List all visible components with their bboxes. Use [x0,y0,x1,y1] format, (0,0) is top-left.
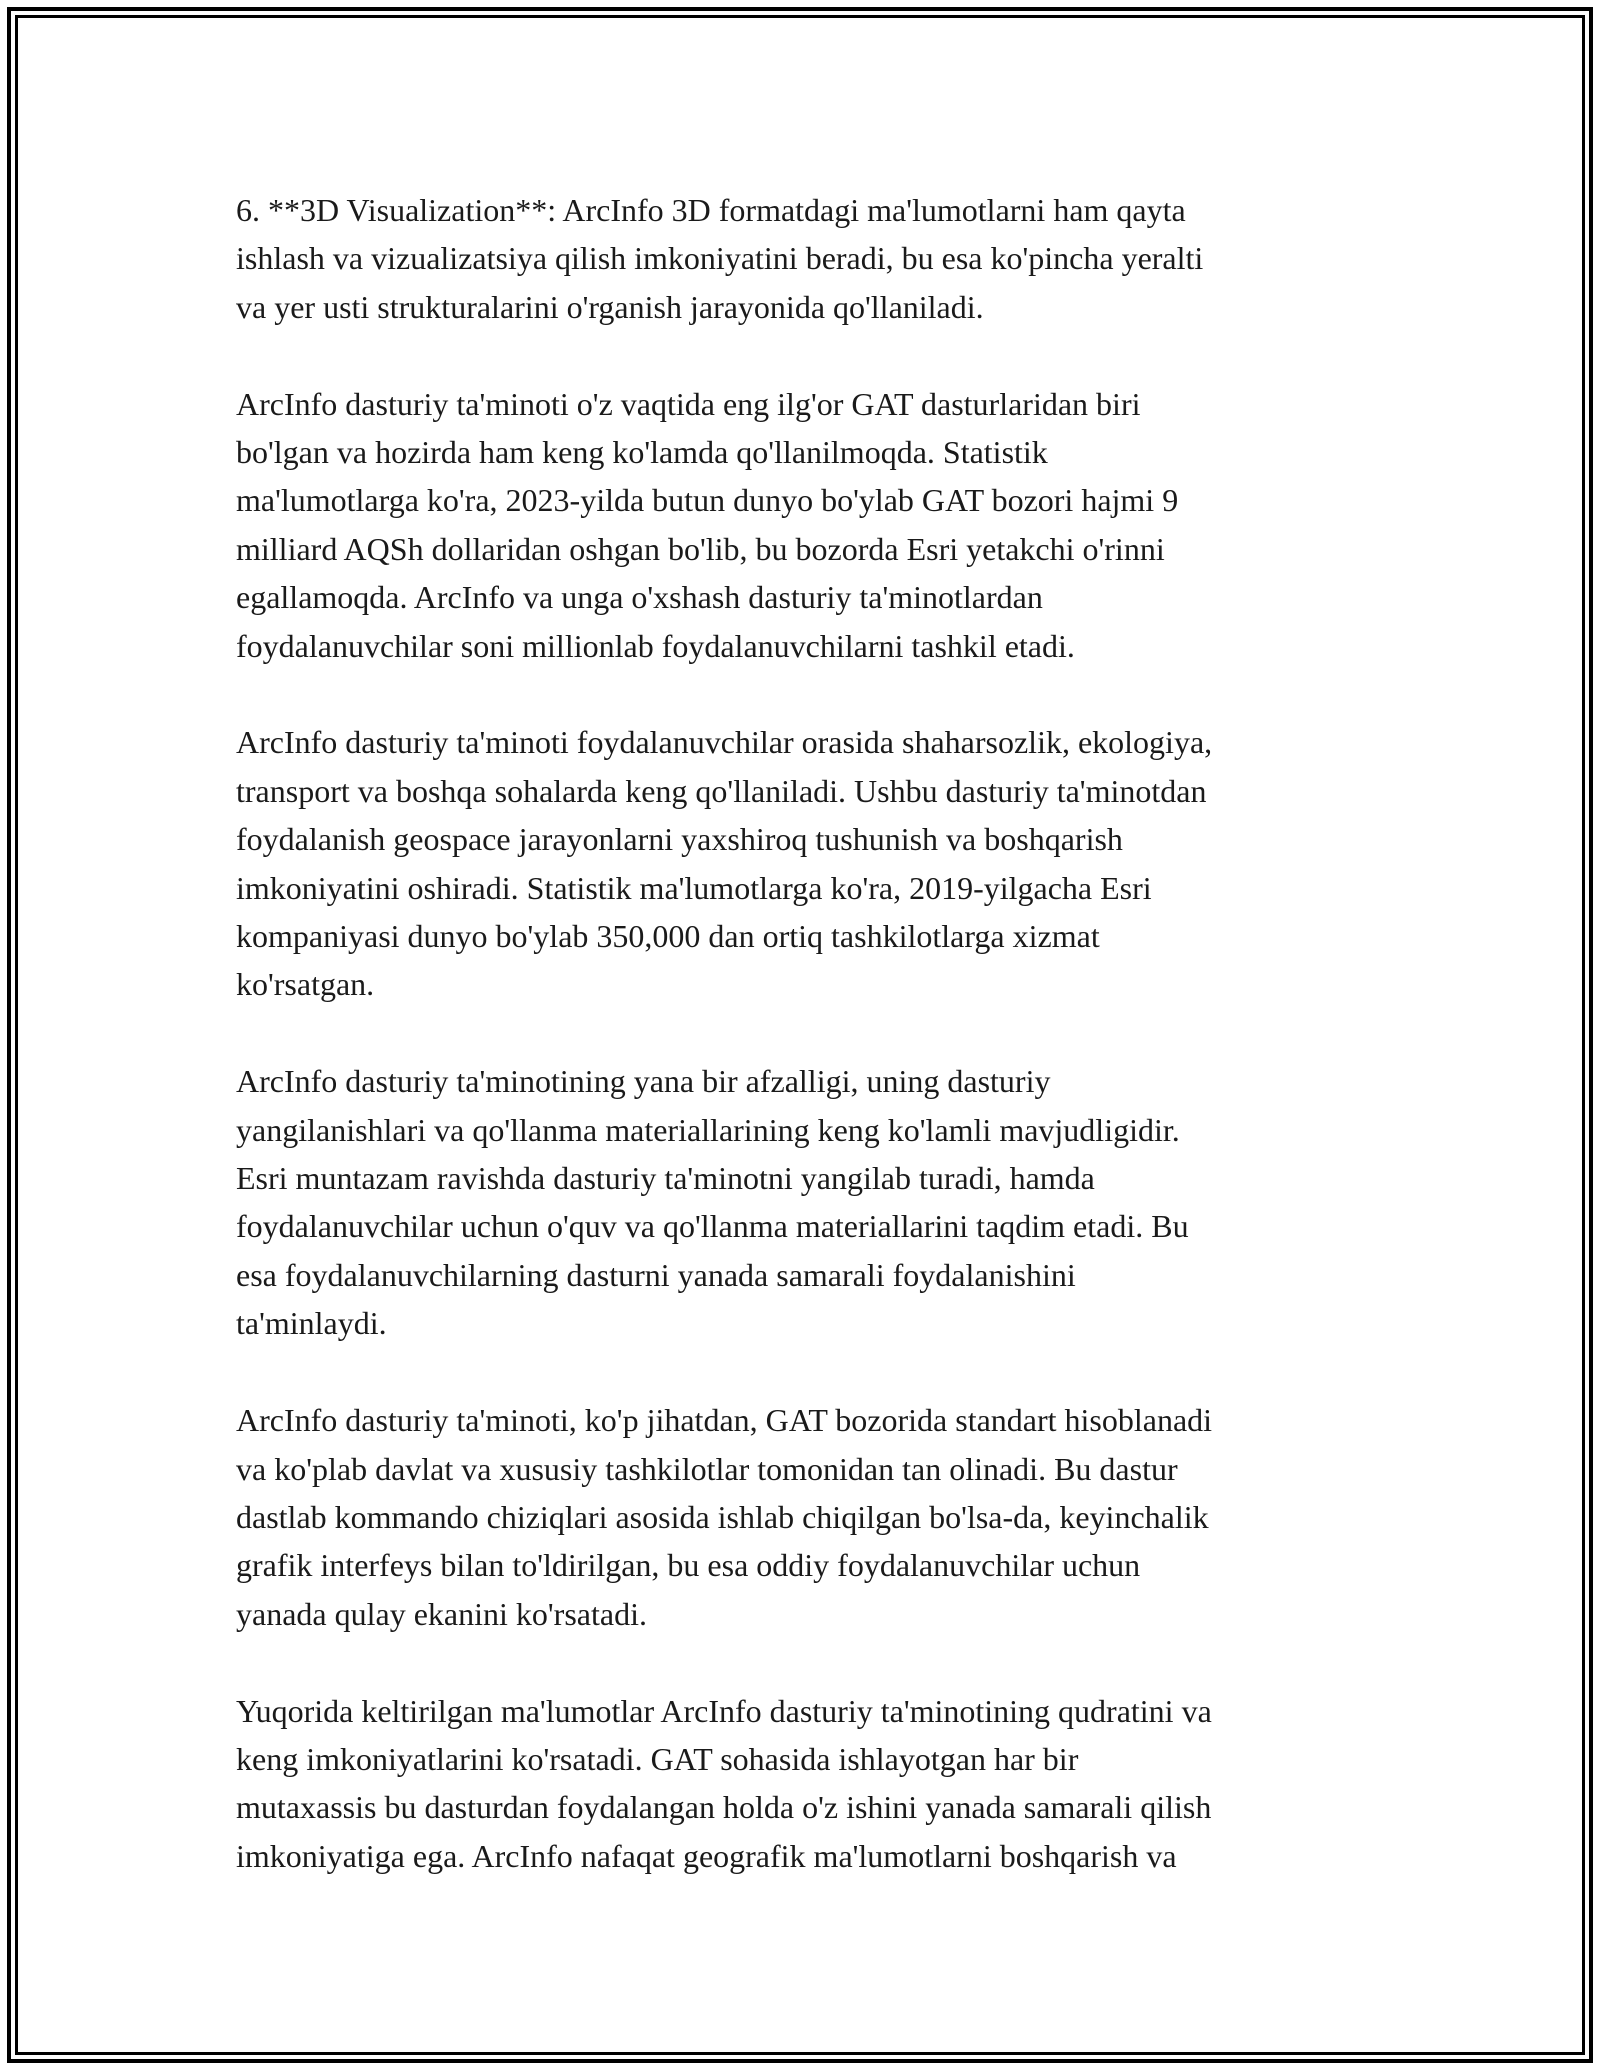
paragraph-arcinfo-updates: ArcInfo dasturiy ta'minotining yana bir afzalligi, uning dasturiy yangilanishlari va qo'llanma materiallarining keng ko'lamli mavjudligidir. Esri muntazam ravishda dasturiy ta'minotni yangilab turadi, hamda foydalanuvchilar uchun o'quv va qo'llanma materiallarini taqdim etadi. Bu esa foydalanuvchilarning dasturni yanada samarali foydalanishini ta'minlaydi. [236,1063,1189,1342]
paragraph-3d-visualization: 6. **3D Visualization**: ArcInfo 3D formatdagi ma'lumotlarni ham qayta ishlash va vizualizatsiya qilish imkoniyatini beradi, bu esa ko'pincha yeralti va yer usti strukturalarini o'rganish jarayonida qo'llaniladi. [236,192,1204,325]
paragraph-arcinfo-standard: ArcInfo dasturiy ta'minoti, ko'p jihatdan, GAT bozorida standart hisoblanadi va ko'plab davlat va xususiy tashkilotlar tomonidan tan olinadi. Bu dastur dastlab kommando chiziqlari asosida ishlab chiqilgan bo'lsa-da, keyinchalik grafik interfeys bilan to'ldirilgan, bu esa oddiy foydalanuvchilar uchun yanada qulay ekanini ko'rsatadi. [236,1402,1213,1632]
paragraph-arcinfo-market: ArcInfo dasturiy ta'minoti o'z vaqtida eng ilg'or GAT dasturlaridan biri bo'lgan va hozirda ham keng ko'lamda qo'llanilmoqda. Statistik ma'lumotlarga ko'ra, 2023-yilda butun dunyo bo'ylab GAT bozori hajmi 9 milliard AQSh dollaridan oshgan bo'lib, bu bozorda Esri yetakchi o'rinni egallamoqda. ArcInfo va unga o'xshash dasturiy ta'minotlardan foydalanuvchilar soni millionlab foydalanuvchilarni tashkil etadi. [236,385,1179,664]
paragraph-arcinfo-summary: Yuqorida keltirilgan ma'lumotlar ArcInfo dasturiy ta'minotining qudratini va keng imkoniyatlarini ko'rsatadi. GAT sohasida ishlayotgan har bir mutaxassis bu dasturdan foydalangan holda o'z ishini yanada samarali qilish imkoniyatiga ega. ArcInfo nafaqat geografik ma'lumotlarni boshqarish va [236,1692,1212,1874]
document-body [236,186,1376,1929]
paragraph-arcinfo-usage: ArcInfo dasturiy ta'minoti foydalanuvchilar orasida shaharsozlik, ekologiya, transport va boshqa sohalarda keng qo'llaniladi. Ushbu dasturiy ta'minotdan foydalanish geospace jarayonlarni yaxshiroq tushunish va boshqarish imkoniyatini oshiradi. Statistik ma'lumotlarga ko'ra, 2019-yilgacha Esri kompaniyasi dunyo bo'ylab 350,000 dan ortiq tashkilotlarga xizmat ko'rsatgan. [236,724,1213,1003]
